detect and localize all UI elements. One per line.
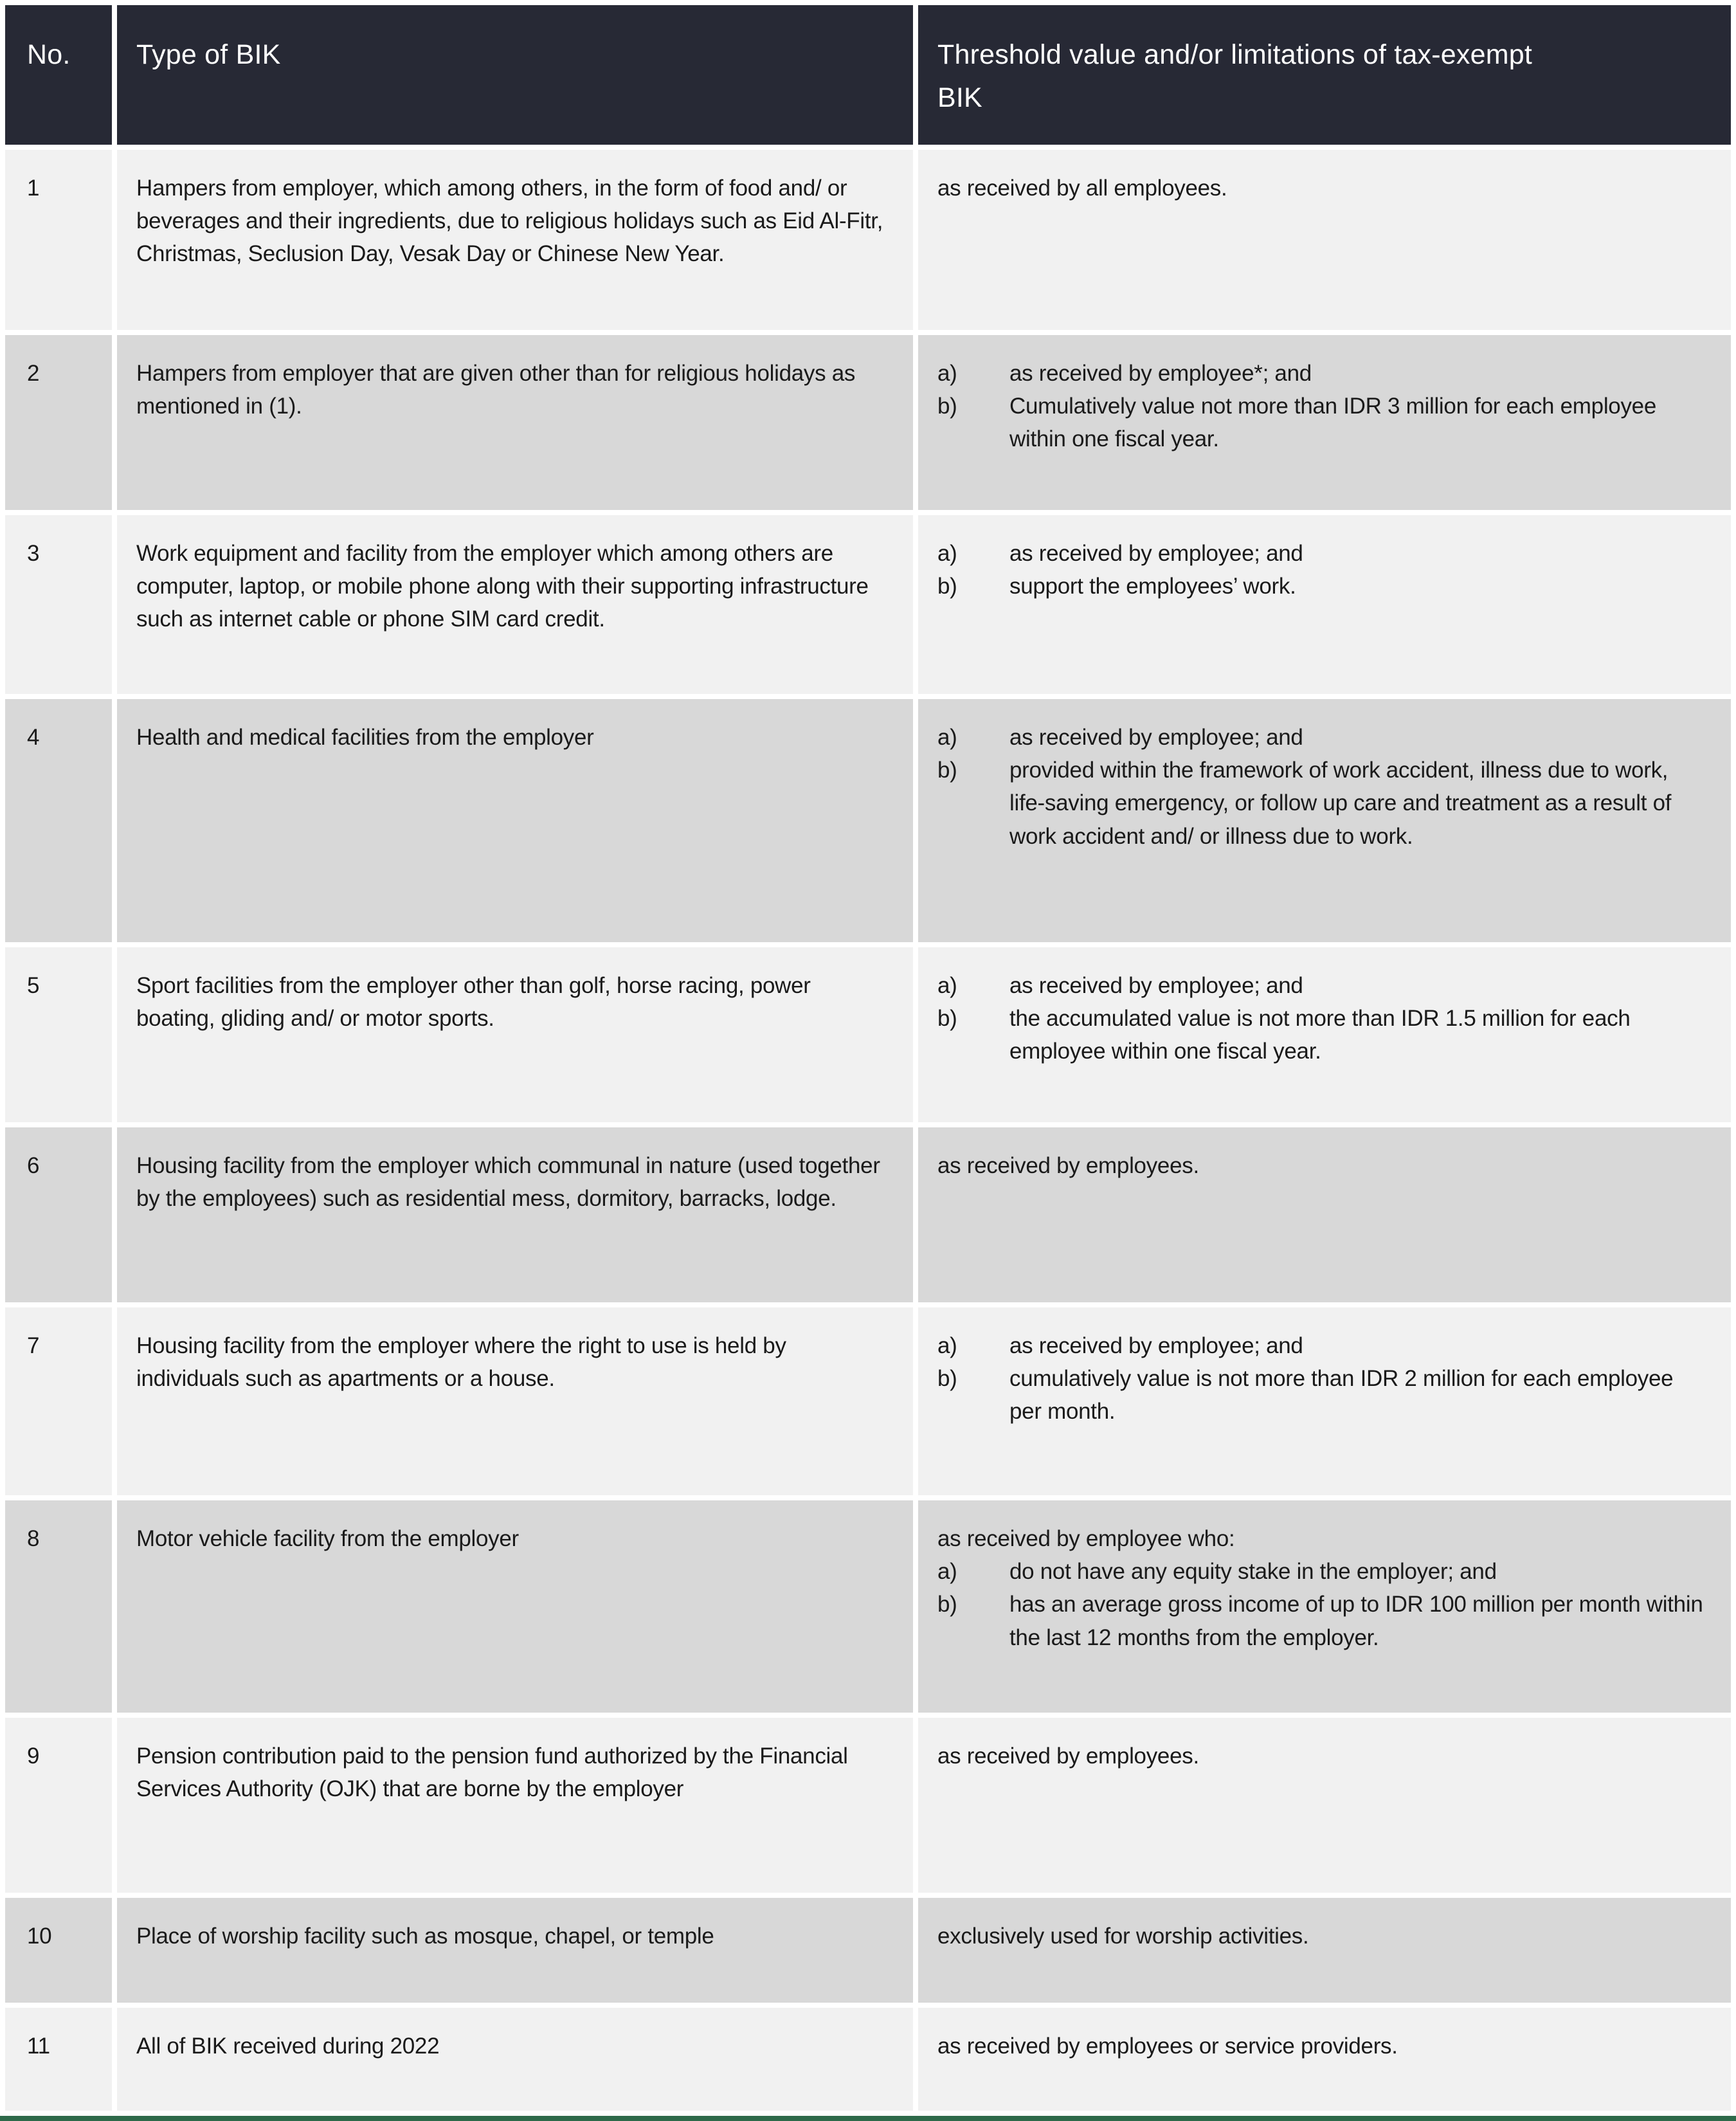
list-text: as received by employee; and <box>1009 1333 1303 1359</box>
list-marker: a) <box>937 361 957 387</box>
threshold-list-item <box>937 1362 1705 1428</box>
bik-type-cell: Housing facility from the employer where the right to use is held by individuals such as apartments or a house. <box>117 1307 913 1495</box>
threshold-text: as received by all employees. <box>937 176 1227 201</box>
list-text: do not have any equity stake in the employer; and <box>1009 1559 1497 1585</box>
bik-type-cell: Hampers from employer, which among others, in the form of food and/ or beverages and their ingredients, due to religious holidays such as Eid Al-Fitr, Christmas, Seclusion Day, Vesak Day or Chinese New Year. <box>117 150 913 330</box>
threshold-list-item <box>937 1002 1705 1068</box>
threshold-cell <box>918 1127 1731 1302</box>
threshold-cell <box>918 335 1731 510</box>
list-marker: a) <box>937 1559 957 1585</box>
row-number: 11 <box>5 2008 112 2111</box>
header-row <box>5 5 1731 145</box>
bik-type-cell: Health and medical facilities from the employer <box>117 699 913 942</box>
row-number: 10 <box>5 1898 112 2003</box>
threshold-list-item <box>937 357 1705 390</box>
list-text: cumulatively value is not more than IDR 2 million for each employee per month. <box>1009 1366 1674 1425</box>
list-text: provided within the framework of work accident, illness due to work, life-saving emergency, or follow up care and treatment as a result of work accident and/ or illness due to work. <box>1009 758 1672 849</box>
table-row <box>5 515 1731 694</box>
header-cell-type: Type of BIK <box>117 5 913 145</box>
row-number: 3 <box>5 515 112 694</box>
list-text: as received by employee*; and <box>1009 361 1312 387</box>
table-row <box>5 335 1731 510</box>
threshold-cell <box>918 947 1731 1122</box>
list-marker: a) <box>937 1333 957 1359</box>
threshold-list-item <box>937 1588 1705 1653</box>
threshold-cell <box>918 1500 1731 1713</box>
bik-type-cell: Housing facility from the employer which communal in nature (used together by the employees) such as residential mess, dormitory, barracks, lodge. <box>117 1127 913 1302</box>
list-text: the accumulated value is not more than IDR 1.5 million for each employee within one fiscal year. <box>1009 1006 1631 1064</box>
header-threshold-text: Threshold value and/or limitations of tax-exempt BIK <box>937 39 1532 113</box>
row-number: 4 <box>5 699 112 942</box>
table-row <box>5 150 1731 330</box>
threshold-list-item <box>937 754 1705 852</box>
row-number: 1 <box>5 150 112 330</box>
threshold-text: exclusively used for worship activities. <box>937 1924 1309 1949</box>
table-row <box>5 1307 1731 1495</box>
list-marker: b) <box>937 394 957 419</box>
list-marker: a) <box>937 541 957 567</box>
threshold-cell <box>918 699 1731 942</box>
table-row <box>5 947 1731 1122</box>
threshold-text: as received by employees. <box>937 1153 1199 1179</box>
list-marker: b) <box>937 574 957 599</box>
bik-type-cell: Sport facilities from the employer other than golf, horse racing, power boating, gliding and/ or motor sports. <box>117 947 913 1122</box>
bik-type-cell: Hampers from employer that are given other than for religious holidays as mentioned in (1). <box>117 335 913 510</box>
list-text: as received by employee; and <box>1009 725 1303 751</box>
threshold-cell <box>918 1898 1731 2003</box>
row-number: 9 <box>5 1718 112 1893</box>
row-number: 6 <box>5 1127 112 1302</box>
header-cell-no: No. <box>5 5 112 145</box>
row-number: 2 <box>5 335 112 510</box>
threshold-text: as received by employees. <box>937 1743 1199 1769</box>
threshold-text: as received by employee who: <box>937 1526 1235 1552</box>
threshold-cell <box>918 1307 1731 1495</box>
bik-type-cell: All of BIK received during 2022 <box>117 2008 913 2111</box>
list-text: Cumulatively value not more than IDR 3 million for each employee within one fiscal year. <box>1009 394 1657 452</box>
list-marker: a) <box>937 973 957 999</box>
list-marker: b) <box>937 1366 957 1392</box>
threshold-list-item <box>937 721 1705 754</box>
threshold-list-item <box>937 570 1705 603</box>
row-number: 7 <box>5 1307 112 1495</box>
table-row <box>5 1127 1731 1302</box>
header-cell-threshold <box>918 5 1731 145</box>
list-marker: a) <box>937 725 957 751</box>
table-row <box>5 1898 1731 2003</box>
row-number: 5 <box>5 947 112 1122</box>
bik-type-cell: Pension contribution paid to the pension fund authorized by the Financial Services Authority (OJK) that are borne by the employer <box>117 1718 913 1893</box>
table-row <box>5 2008 1731 2111</box>
list-text: support the employees’ work. <box>1009 574 1296 599</box>
threshold-cell <box>918 2008 1731 2111</box>
bik-type-cell: Work equipment and facility from the employer which among others are computer, laptop, or mobile phone along with their supporting infrastructure such as internet cable or phone SIM card credit. <box>117 515 913 694</box>
threshold-list-item <box>937 537 1705 570</box>
bik-type-cell: Motor vehicle facility from the employer <box>117 1500 913 1713</box>
threshold-list-item <box>937 1555 1705 1588</box>
list-marker: b) <box>937 1006 957 1032</box>
row-number: 8 <box>5 1500 112 1713</box>
table-row <box>5 699 1731 942</box>
threshold-cell <box>918 515 1731 694</box>
list-marker: b) <box>937 758 957 783</box>
threshold-cell <box>918 1718 1731 1893</box>
list-text: as received by employee; and <box>1009 541 1303 567</box>
table-bottom-border <box>0 2116 1736 2121</box>
table-row <box>5 1500 1731 1713</box>
table-row <box>5 1718 1731 1893</box>
list-text: has an average gross income of up to IDR 100 million per month within the last 12 months from the employer. <box>1009 1592 1703 1650</box>
threshold-list-item <box>937 1329 1705 1362</box>
threshold-cell <box>918 150 1731 330</box>
list-marker: b) <box>937 1592 957 1617</box>
threshold-list-item <box>937 969 1705 1002</box>
bik-type-cell: Place of worship facility such as mosque, chapel, or temple <box>117 1898 913 2003</box>
threshold-list-item <box>937 390 1705 455</box>
threshold-text: as received by employees or service providers. <box>937 2034 1398 2059</box>
list-text: as received by employee; and <box>1009 973 1303 999</box>
